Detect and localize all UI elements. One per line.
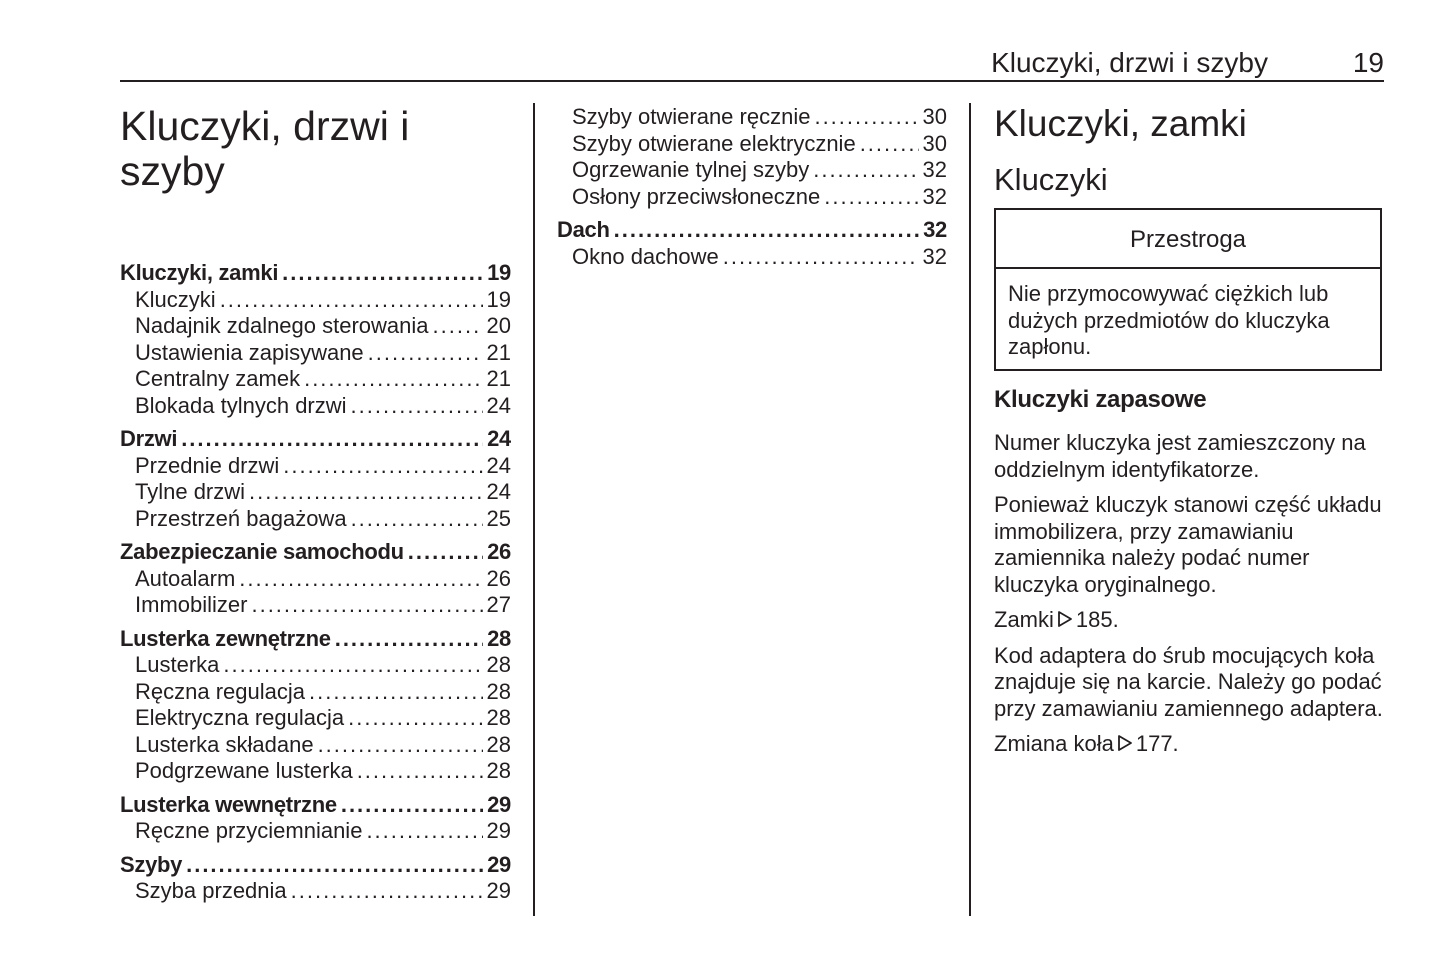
toc-entry-page: 28 xyxy=(486,731,511,757)
toc-entry-title: Szyby otwierane ręcznie xyxy=(572,104,811,129)
toc-entry-main[interactable] xyxy=(120,539,511,566)
toc-entry-sub[interactable] xyxy=(120,758,511,785)
toc-entry-title: Osłony przeciwsłoneczne xyxy=(572,183,821,209)
toc-entry-sub[interactable] xyxy=(120,818,511,845)
toc-entry-page: 28 xyxy=(487,625,511,651)
dot-leader xyxy=(282,260,483,287)
toc-entry-page: 29 xyxy=(486,878,511,903)
toc-entry-sub[interactable] xyxy=(120,878,511,905)
caution-heading: Przestroga xyxy=(996,210,1380,269)
toc-entry-sub[interactable] xyxy=(120,453,511,480)
dot-leader xyxy=(860,131,919,158)
paragraph-wheel-adapter: Kod adaptera do śrub mocujących koła znajduje się na karcie. Należy go podać przy zamawianiu zamiennego adaptera. xyxy=(994,642,1383,721)
toc-entry-page: 32 xyxy=(922,243,947,269)
spare-keys-title: Kluczyki zapasowe xyxy=(994,386,1207,413)
toc-entry-sub[interactable] xyxy=(120,366,511,393)
dot-leader xyxy=(181,426,483,453)
toc-entry-title: Szyby xyxy=(120,851,183,877)
toc-entry-sub[interactable] xyxy=(557,184,947,211)
cross-reference-wheel-change[interactable] xyxy=(994,731,1386,758)
dot-leader xyxy=(366,818,482,845)
toc-entry-page: 29 xyxy=(487,791,511,817)
toc-entry-title: Lusterka wewnętrzne xyxy=(120,791,337,817)
toc-entry-title: Okno dachowe xyxy=(572,243,719,269)
column-divider-left xyxy=(533,103,535,916)
caution-text: Nie przymocowywać ciężkich lub dużych przedmiotów do kluczyka zapłonu. xyxy=(1008,281,1330,359)
toc-entry-title: Kluczyki xyxy=(135,286,216,312)
dot-leader xyxy=(283,453,482,480)
toc-entry-sub[interactable] xyxy=(120,592,511,619)
toc-entry-title: Lusterka zewnętrzne xyxy=(120,625,331,651)
toc-entry-page: 30 xyxy=(922,104,947,129)
cross-reference-arrow-icon xyxy=(1056,610,1074,628)
toc-entry-title: Lusterka składane xyxy=(135,731,314,757)
dot-leader xyxy=(824,184,918,211)
toc-entry-title: Szyby otwierane elektrycznie xyxy=(572,130,856,156)
toc-entry-sub[interactable] xyxy=(120,566,511,593)
toc-entry-page: 19 xyxy=(486,286,511,312)
toc-entry-sub[interactable] xyxy=(120,506,511,533)
toc-entry-title: Centralny zamek xyxy=(135,366,301,391)
xref-page: 185. xyxy=(1075,607,1119,632)
xref-label: Zmiana koła xyxy=(994,731,1114,756)
chapter-title: Kluczyki, drzwi i szyby xyxy=(120,103,410,194)
toc-entry-page: 32 xyxy=(922,183,947,209)
dot-leader xyxy=(309,679,483,706)
body-text xyxy=(994,430,1386,767)
caution-box xyxy=(994,208,1382,371)
toc-entry-title: Immobilizer xyxy=(135,592,248,617)
toc-entry-title: Kluczyki, zamki xyxy=(120,260,279,285)
toc-entry-page: 24 xyxy=(487,426,511,451)
dot-leader xyxy=(239,566,482,593)
toc-entry-sub[interactable] xyxy=(120,679,511,706)
toc-entry-title: Ustawienia zapisywane xyxy=(135,339,364,365)
toc-entry-title: Ręczne przyciemnianie xyxy=(135,818,363,843)
toc-group xyxy=(557,217,947,270)
toc-entry-main[interactable] xyxy=(120,260,511,287)
toc-entry-main[interactable] xyxy=(120,852,511,879)
column-divider-right xyxy=(969,103,971,916)
cross-reference-arrow-icon xyxy=(1116,734,1134,752)
toc-entry-page: 21 xyxy=(486,366,511,391)
page-number: 19 xyxy=(1352,47,1384,78)
dot-leader xyxy=(357,758,483,785)
toc-entry-page: 26 xyxy=(486,565,511,591)
dot-leader xyxy=(813,157,918,184)
toc-group xyxy=(120,792,511,845)
toc-entry-title: Podgrzewane lusterka xyxy=(135,758,353,783)
toc-group xyxy=(120,260,511,419)
dot-leader xyxy=(249,479,482,506)
toc-entry-sub[interactable] xyxy=(120,652,511,679)
toc-entry-page: 28 xyxy=(486,758,511,783)
toc-entry-page: 19 xyxy=(487,260,511,285)
toc-entry-main[interactable] xyxy=(557,217,947,244)
toc-entry-title: Zabezpieczanie samochodu xyxy=(120,539,404,564)
dot-leader xyxy=(318,732,483,759)
dot-leader xyxy=(614,217,920,244)
toc-group xyxy=(120,852,511,905)
section-title: Kluczyki, zamki xyxy=(994,103,1247,144)
cross-reference-locks[interactable] xyxy=(994,607,1386,634)
toc-entry-title: Ręczna regulacja xyxy=(135,678,305,704)
toc-entry-title: Lusterka xyxy=(135,652,220,677)
toc-entry-page: 24 xyxy=(486,479,511,504)
dot-leader xyxy=(408,539,483,566)
paragraph-key-number: Numer kluczyka jest zamieszczony na oddzielnym identyfikatorze. xyxy=(994,430,1366,482)
toc-entry-sub[interactable] xyxy=(557,131,947,158)
toc-entry-sub[interactable] xyxy=(557,104,947,131)
toc-entry-page: 20 xyxy=(486,313,511,338)
toc-left-column xyxy=(120,260,511,912)
running-head: Kluczyki, drzwi i szyby xyxy=(991,47,1268,78)
xref-label: Zamki xyxy=(994,607,1054,632)
toc-entry-main[interactable] xyxy=(120,426,511,453)
toc-group xyxy=(120,426,511,532)
toc-entry-page: 28 xyxy=(486,652,511,677)
dot-leader xyxy=(351,506,483,533)
toc-entry-sub[interactable] xyxy=(120,732,511,759)
dot-leader xyxy=(335,626,483,653)
toc-entry-title: Elektryczna regulacja xyxy=(135,705,345,730)
toc-entry-title: Nadajnik zdalnego sterowania xyxy=(135,313,429,338)
dot-leader xyxy=(186,852,483,879)
toc-entry-title: Drzwi xyxy=(120,426,178,451)
subsection-title: Kluczyki xyxy=(994,162,1108,197)
toc-entry-sub[interactable] xyxy=(557,157,947,184)
toc-entry-main[interactable] xyxy=(120,626,511,653)
dot-leader xyxy=(368,340,483,367)
dot-leader xyxy=(251,592,482,619)
header-rule xyxy=(120,80,1384,82)
toc-entry-page: 24 xyxy=(486,452,511,478)
toc-entry-sub[interactable] xyxy=(120,705,511,732)
toc-entry-title: Szyba przednia xyxy=(135,878,287,903)
toc-entry-page: 28 xyxy=(486,705,511,730)
dot-leader xyxy=(223,652,482,679)
toc-entry-title: Tylne drzwi xyxy=(135,479,246,504)
dot-leader xyxy=(351,393,483,420)
toc-entry-page: 27 xyxy=(486,592,511,617)
toc-entry-title: Dach xyxy=(557,217,610,242)
toc-entry-title: Przestrzeń bagażowa xyxy=(135,505,347,531)
toc-group xyxy=(120,626,511,785)
dot-leader xyxy=(341,792,483,819)
toc-entry-title: Autoalarm xyxy=(135,565,236,591)
toc-entry-sub[interactable] xyxy=(557,244,947,271)
toc-entry-title: Przednie drzwi xyxy=(135,452,280,478)
toc-entry-page: 32 xyxy=(922,157,947,182)
toc-entry-page: 29 xyxy=(487,851,511,877)
toc-entry-sub[interactable] xyxy=(120,393,511,420)
toc-entry-main[interactable] xyxy=(120,792,511,819)
toc-entry-title: Blokada tylnych drzwi xyxy=(135,392,347,418)
toc-entry-sub[interactable] xyxy=(120,340,511,367)
toc-entry-sub[interactable] xyxy=(120,313,511,340)
toc-group-continued xyxy=(557,104,947,210)
toc-entry-page: 28 xyxy=(486,678,511,704)
xref-page: 177. xyxy=(1135,731,1179,756)
dot-leader xyxy=(291,878,483,905)
toc-group xyxy=(120,539,511,619)
toc-entry-title: Ogrzewanie tylnej szyby xyxy=(572,157,810,182)
toc-entry-page: 30 xyxy=(922,130,947,156)
toc-entry-page: 21 xyxy=(486,339,511,365)
dot-leader xyxy=(723,244,919,271)
toc-entry-sub[interactable] xyxy=(120,287,511,314)
dot-leader xyxy=(304,366,482,393)
toc-entry-page: 25 xyxy=(486,505,511,531)
toc-middle-column xyxy=(557,104,947,277)
toc-entry-sub[interactable] xyxy=(120,479,511,506)
paragraph-immobilizer: Ponieważ kluczyk stanowi część układu immobilizera, przy zamawianiu zamiennika należy podać numer kluczyka oryginalnego. xyxy=(994,492,1382,597)
toc-entry-page: 26 xyxy=(487,539,511,564)
toc-entry-page: 32 xyxy=(923,217,947,242)
toc-entry-page: 24 xyxy=(486,392,511,418)
dot-leader xyxy=(433,313,483,340)
dot-leader xyxy=(814,104,918,131)
toc-entry-page: 29 xyxy=(486,818,511,843)
dot-leader xyxy=(348,705,482,732)
dot-leader xyxy=(220,287,483,314)
